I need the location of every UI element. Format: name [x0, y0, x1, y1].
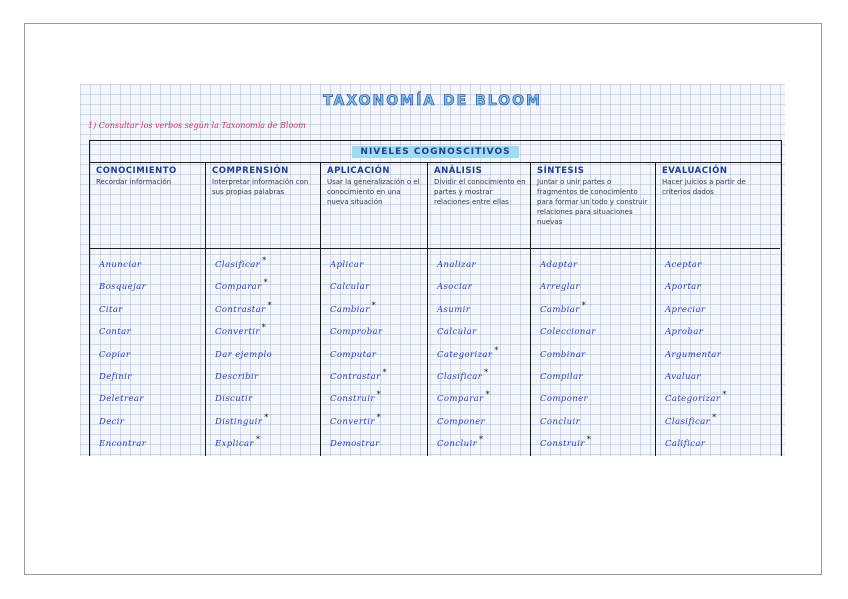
level-column-header — [206, 163, 320, 249]
asterisk-marker: * — [581, 300, 587, 310]
verb-item — [665, 299, 780, 321]
verb-text: Clasificar — [665, 416, 711, 427]
verb-item — [330, 299, 427, 321]
level-description: Usar la generalización o el conocimiento en una nueva situación — [327, 178, 420, 206]
verb-item — [437, 344, 530, 366]
verb-item — [215, 433, 320, 455]
verb-text: Avaluar — [665, 371, 701, 382]
verb-item — [665, 254, 780, 276]
verb-text: Contrastar — [215, 304, 266, 315]
level-column — [427, 163, 530, 456]
verb-text: Componer — [540, 394, 589, 405]
verb-list — [656, 249, 780, 456]
verb-item — [665, 321, 780, 343]
verb-list — [90, 249, 205, 456]
verb-text: Construir — [540, 439, 585, 450]
verb-text: Citar — [99, 304, 123, 315]
level-column-header — [428, 163, 530, 249]
asterisk-marker: * — [376, 390, 382, 400]
instruction-text: 1) Consultar los verbos según la Taxonomía de Bloom — [88, 121, 306, 130]
verb-text: Contrastar — [330, 371, 381, 382]
verb-item — [99, 299, 205, 321]
verb-item — [99, 254, 205, 276]
verb-item — [540, 433, 655, 455]
level-column — [205, 163, 320, 456]
level-column — [90, 163, 205, 456]
asterisk-marker: * — [376, 412, 382, 422]
asterisk-marker: * — [261, 323, 267, 333]
asterisk-marker: * — [255, 435, 261, 445]
verb-item — [215, 321, 320, 343]
verb-list — [321, 249, 427, 456]
verb-text: Convertir — [330, 416, 375, 427]
verb-text: Discutir — [215, 394, 253, 405]
level-column-header — [90, 163, 205, 249]
verb-item — [215, 366, 320, 388]
verb-item — [540, 344, 655, 366]
verb-item — [99, 344, 205, 366]
verb-item — [215, 344, 320, 366]
verb-text: Clasificar — [437, 371, 483, 382]
level-title: SÍNTESIS — [537, 166, 585, 176]
verb-text: Calificar — [665, 439, 706, 450]
verb-text: Definir — [99, 371, 132, 382]
verb-item — [665, 411, 780, 433]
verb-text: Concluir — [437, 439, 478, 450]
verb-item — [99, 321, 205, 343]
asterisk-marker: * — [263, 278, 268, 288]
level-description: Hacer juicios a partir de criterios dados — [662, 178, 746, 196]
asterisk-marker: * — [371, 300, 377, 310]
verb-item — [540, 411, 655, 433]
asterisk-marker: * — [264, 412, 269, 422]
verb-item — [437, 433, 530, 455]
verb-item — [437, 321, 530, 343]
verb-item — [540, 299, 655, 321]
levels-header-label: NIVELES COGNOSCITIVOS — [352, 146, 518, 158]
verb-item — [665, 276, 780, 298]
level-title: ANÁLISIS — [434, 166, 483, 176]
verb-text: Deletrear — [99, 394, 144, 405]
verb-item — [330, 433, 427, 455]
verb-text: Argumentar — [665, 349, 722, 360]
verb-item — [330, 366, 427, 388]
verb-text: Cambiar — [330, 304, 370, 315]
verb-item — [215, 299, 320, 321]
verb-text: Combinar — [540, 349, 586, 360]
verb-item — [437, 254, 530, 276]
bloom-table — [89, 140, 782, 456]
asterisk-marker: * — [586, 435, 592, 445]
asterisk-marker: * — [722, 390, 727, 400]
asterisk-marker: * — [262, 256, 267, 265]
verb-text: Arreglar — [540, 282, 580, 293]
verb-list — [428, 249, 530, 456]
verb-item — [665, 366, 780, 388]
notebook-page — [80, 84, 785, 456]
asterisk-marker: * — [382, 367, 387, 377]
level-title: CONOCIMIENTO — [96, 166, 177, 176]
page-title: TAXONOMÍA DE BLOOM — [323, 93, 542, 109]
asterisk-marker: * — [485, 390, 490, 400]
verb-text: Coleccionar — [540, 327, 596, 338]
verb-item — [330, 254, 427, 276]
verb-item — [330, 321, 427, 343]
level-title: APLICACIÓN — [327, 166, 390, 176]
verb-text: Apreciar — [665, 304, 706, 315]
level-column-header — [321, 163, 427, 249]
verb-item — [215, 411, 320, 433]
verb-item — [437, 276, 530, 298]
level-column — [320, 163, 427, 456]
verb-item — [99, 411, 205, 433]
verb-item — [330, 411, 427, 433]
level-column-header — [531, 163, 655, 249]
level-title: EVALUACIÓN — [662, 166, 728, 176]
verb-text: Asociar — [437, 282, 473, 293]
level-description: Dividir el conocimiento en partes y mostrar relaciones entre ellas — [434, 178, 526, 206]
verb-text: Comprobar — [330, 327, 383, 338]
verb-text: Aportar — [665, 282, 702, 293]
verb-item — [437, 299, 530, 321]
verb-text: Decir — [99, 416, 125, 427]
level-column — [655, 163, 780, 456]
verb-item — [540, 321, 655, 343]
verb-text: Concluir — [540, 416, 581, 427]
verb-text: Convertir — [215, 327, 260, 338]
verb-item — [437, 366, 530, 388]
verb-item — [215, 254, 320, 276]
level-description: Juntar o unir partes o fragmentos de conocimiento para formar un todo y construir relaciones para situaciones nuevas — [537, 178, 648, 226]
verb-text: Categorizar — [665, 394, 721, 405]
verb-item — [540, 254, 655, 276]
verb-text: Comparar — [437, 394, 484, 405]
verb-text: Describir — [215, 371, 259, 382]
verb-text: Aceptar — [665, 260, 702, 270]
verb-text: Contar — [99, 327, 132, 338]
verb-item — [540, 388, 655, 410]
verb-text: Comparar — [215, 282, 262, 293]
verb-text: Aprobar — [665, 327, 704, 338]
verb-text: Adaptar — [540, 260, 578, 270]
asterisk-marker: * — [484, 367, 489, 377]
verb-text: Construir — [330, 394, 375, 405]
verb-list — [531, 249, 655, 456]
asterisk-marker: * — [494, 345, 499, 355]
level-title: COMPRENSIÓN — [212, 166, 289, 176]
verb-text: Componer — [437, 416, 486, 427]
levels-header — [90, 141, 781, 163]
verb-item — [540, 276, 655, 298]
verb-item — [540, 366, 655, 388]
verb-text: Aplicar — [330, 260, 364, 270]
verb-item — [99, 388, 205, 410]
verb-text: Explicar — [215, 439, 254, 450]
verb-text: Computar — [330, 349, 377, 360]
verb-text: Calcular — [437, 327, 477, 338]
verb-item — [330, 344, 427, 366]
verb-text: Anunciar — [99, 260, 142, 270]
verb-item — [99, 276, 205, 298]
verb-text: Distinguir — [215, 416, 263, 427]
verb-text: Encontrar — [99, 439, 147, 450]
verb-text: Categorizar — [437, 349, 493, 360]
asterisk-marker: * — [712, 412, 717, 422]
verb-text: Clasificar — [215, 260, 261, 270]
verb-item — [215, 388, 320, 410]
verb-item — [665, 433, 780, 455]
verb-text: Cambiar — [540, 304, 580, 315]
verb-text: Demostrar — [330, 439, 380, 450]
verb-text: Dar ejemplo — [215, 349, 273, 360]
verb-item — [665, 344, 780, 366]
verb-item — [665, 388, 780, 410]
level-column — [530, 163, 655, 456]
verb-text: Analizar — [437, 260, 476, 270]
verb-item — [330, 388, 427, 410]
verb-item — [215, 276, 320, 298]
level-column-header — [656, 163, 780, 249]
verb-item — [99, 366, 205, 388]
verb-item — [437, 411, 530, 433]
verb-text: Copiar — [99, 349, 131, 360]
level-description: Recordar información — [96, 178, 172, 186]
verb-item — [330, 276, 427, 298]
level-description: Interpretar información con sus propias palabras — [212, 178, 309, 196]
verb-text: Asumir — [437, 304, 471, 315]
asterisk-marker: * — [267, 300, 272, 310]
verb-list — [206, 249, 320, 456]
verb-text: Calcular — [330, 282, 370, 293]
verb-item — [99, 433, 205, 455]
verb-item — [437, 388, 530, 410]
verb-text: Compilar — [540, 371, 583, 382]
verb-text: Bosquejar — [99, 282, 147, 293]
asterisk-marker: * — [479, 435, 484, 445]
